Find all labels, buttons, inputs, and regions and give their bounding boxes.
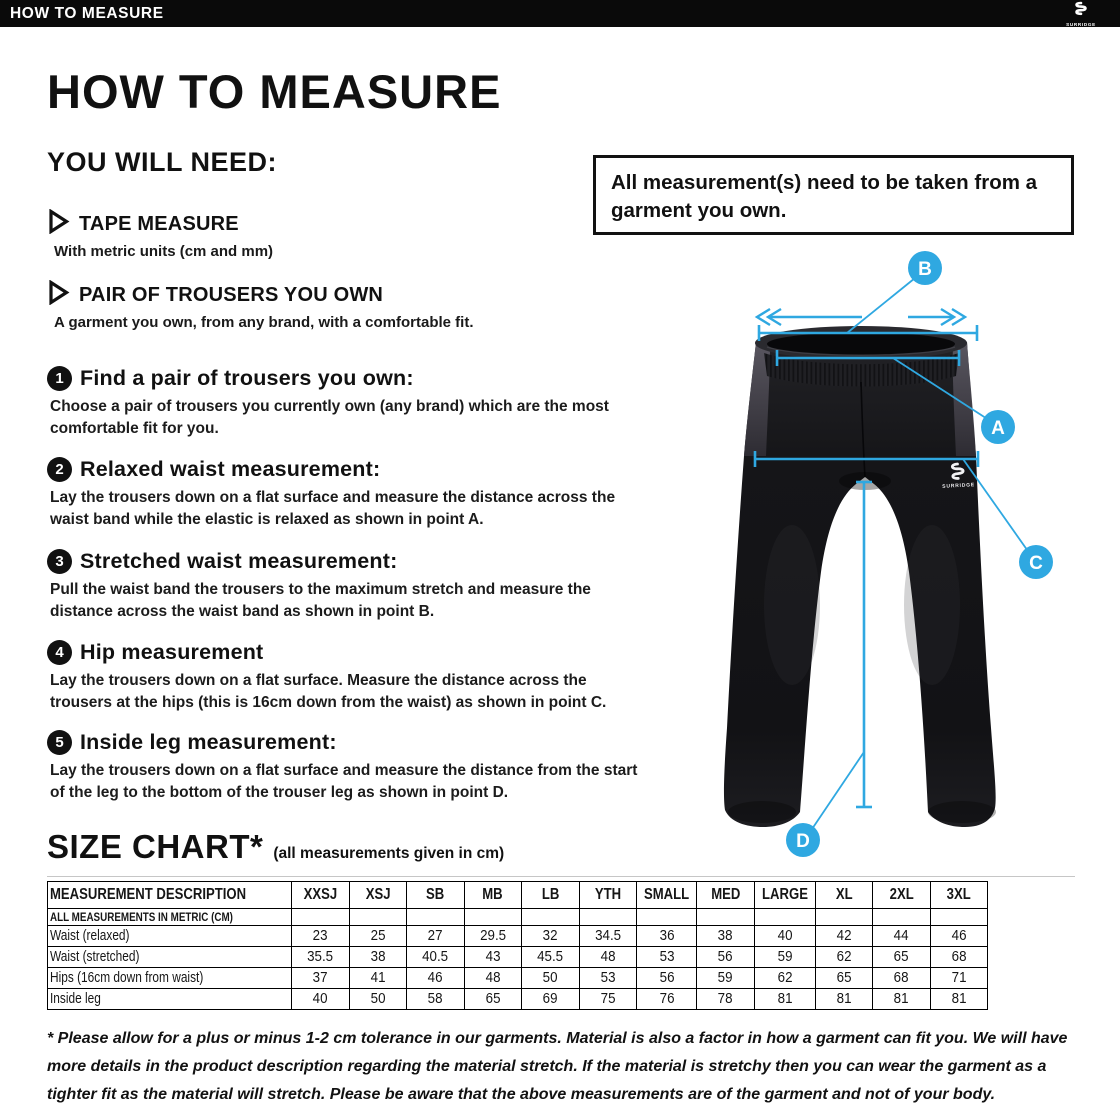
col-header: XSJ [365,886,391,903]
col-header: 3XL [946,886,972,903]
step-3 [47,549,677,623]
col-header: SMALL [644,886,690,903]
measurement-label: Inside leg [50,991,101,1007]
svg-text:D: D [796,831,810,852]
step-title: Find a pair of trousers you own: [80,366,414,390]
measurement-label: Waist (stretched) [50,949,140,965]
size-value: 40 [312,991,328,1007]
surridge-wordmark: SURRIDGE [1066,22,1096,27]
col-header: XL [835,886,853,903]
col-header: MEASUREMENT DESCRIPTION [50,886,247,903]
size-value: 44 [894,928,909,944]
col-header: LARGE [761,886,808,903]
size-value: 81 [777,991,793,1007]
svg-text:B: B [918,259,932,280]
size-value: 32 [542,928,558,944]
size-value: 23 [312,928,328,944]
col-header: SB [426,886,445,903]
size-value: 36 [659,928,675,944]
col-header: 2XL [889,886,914,903]
size-value: 48 [600,949,616,965]
size-value: 46 [427,970,443,986]
size-value: 40 [777,928,793,944]
step-number-badge: 4 [47,640,72,665]
trousers-image [724,326,996,827]
step-title: Relaxed waist measurement: [80,457,381,481]
size-chart-heading [47,828,504,866]
step-title: Inside leg measurement: [80,730,337,754]
col-header: MB [482,886,504,903]
triangle-bullet-icon [47,280,70,310]
col-header: YTH [594,886,621,903]
step-number-badge: 2 [47,457,72,482]
point-c-marker [1019,545,1053,579]
step-body: Choose a pair of trousers you currently own (any brand) which are the most comfortable fit for you. [50,398,609,437]
size-value: 56 [659,970,675,986]
size-value: 53 [600,970,616,986]
size-value: 50 [542,970,558,986]
point-a-marker [981,410,1015,444]
trousers-diagram [680,250,1120,860]
measurement-label: Hips (16cm down from waist) [50,970,204,986]
size-value: 42 [836,928,852,944]
size-value: 71 [951,970,967,986]
you-will-need-heading: YOU WILL NEED: [47,147,278,177]
step-body: Lay the trousers down on a flat surface and measure the distance across the waist band while the elastic is relaxed as shown in point A. [50,489,616,528]
table-row [48,968,988,989]
size-value: 35.5 [307,949,334,965]
surridge-s-icon [1071,1,1091,23]
step-1 [47,366,677,440]
point-b-marker [908,251,942,285]
size-value: 27 [427,928,443,944]
step-number-badge: 3 [47,549,72,574]
surridge-logo [1056,1,1106,27]
step-number-badge: 1 [47,366,72,391]
table-row [48,926,988,947]
note-box: All measurement(s) need to be taken from a garment you own. [593,155,1074,235]
triangle-bullet-icon [47,209,70,239]
step-title: Stretched waist measurement: [80,549,398,573]
table-header-row [48,882,988,909]
size-value: 50 [370,991,386,1007]
size-value: 58 [427,991,443,1007]
step-2 [47,457,677,531]
top-bar-title: HOW TO MEASURE [10,5,164,22]
need-item-description: A garment you own, from any brand, with a comfortable fit. [54,314,474,331]
tolerance-footnote: * Please allow for a plus or minus 1-2 cm tolerance in our garments. Material is also a factor in how a garment can fit you. We will have more details in the product description regarding the material stretch. If the material is stretchy then you can wear the garment as a tighter fit as the material will stretch. Please be aware that the above measurements are of the garment and not of your body. [47,1030,1068,1103]
size-value: 68 [951,949,967,965]
need-item-label: TAPE MEASURE [79,212,239,235]
size-chart-subtitle: (all measurements given in cm) [273,845,505,862]
size-value: 81 [951,991,967,1007]
size-value: 59 [718,970,733,986]
size-chart-table [47,881,988,1010]
size-value: 59 [777,949,793,965]
col-header: LB [541,886,560,903]
size-value: 43 [485,949,501,965]
step-body: Lay the trousers down on a flat surface. Measure the distance across the trousers at the hips (this is 16cm down from the waist) as shown in point C. [50,672,607,711]
size-value: 65 [836,970,852,986]
table-row [48,947,988,968]
col-header: MED [710,886,741,903]
size-value: 38 [718,928,733,944]
size-value: 53 [659,949,675,965]
size-value: 69 [542,991,558,1007]
size-value: 75 [600,991,616,1007]
size-value: 81 [894,991,909,1007]
step-5 [47,730,677,804]
size-value: 37 [312,970,328,986]
size-chart-title: SIZE CHART* [47,828,264,865]
svg-text:C: C [1029,553,1043,574]
top-bar [0,0,1120,27]
size-value: 62 [836,949,852,965]
step-title: Hip measurement [80,640,264,664]
metric-note-row [48,909,988,926]
divider-line [47,876,1075,877]
step-body: Lay the trousers down on a flat surface and measure the distance from the start of the leg to the bottom of the trouser leg as shown in point D. [50,762,638,801]
table-row [48,989,988,1010]
svg-text:A: A [991,418,1005,439]
size-value: 45.5 [537,949,564,965]
need-item-trousers [47,280,667,331]
metric-note: ALL MEASUREMENTS IN METRIC (CM) [50,910,233,924]
size-value: 29.5 [479,928,506,944]
size-value: 40.5 [422,949,449,965]
need-item-tape-measure [47,209,667,260]
step-4 [47,640,677,714]
svg-text:SURRIDGE: SURRIDGE [942,482,976,490]
size-value: 65 [894,949,909,965]
size-value: 65 [485,991,501,1007]
size-value: 76 [659,991,675,1007]
size-value: 41 [370,970,386,986]
point-d-marker [786,823,820,857]
size-value: 68 [894,970,909,986]
need-item-description: With metric units (cm and mm) [54,243,274,260]
size-value: 25 [370,928,386,944]
measurement-label: Waist (relaxed) [50,928,130,944]
size-value: 78 [718,991,733,1007]
size-value: 46 [951,928,967,944]
page-title: HOW TO MEASURE [47,65,502,118]
size-value: 34.5 [594,928,621,944]
step-number-badge: 5 [47,730,72,755]
size-value: 48 [485,970,501,986]
size-value: 38 [370,949,386,965]
step-body: Pull the waist band the trousers to the maximum stretch and measure the distance across the waist band as shown in point B. [50,581,591,620]
size-value: 62 [777,970,793,986]
size-value: 81 [836,991,852,1007]
col-header: XXSJ [303,886,338,903]
need-item-label: PAIR OF TROUSERS YOU OWN [79,283,384,306]
size-value: 56 [718,949,733,965]
